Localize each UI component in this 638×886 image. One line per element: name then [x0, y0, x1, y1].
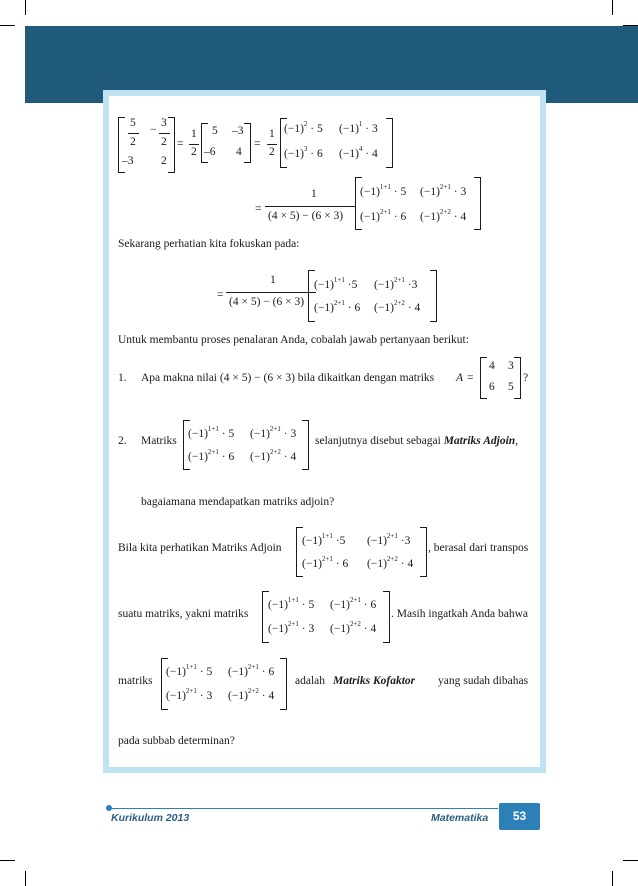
matrix-entry: –6 — [204, 146, 216, 158]
paragraph-text: Bila kita perhatikan Matriks Adjoin — [118, 542, 282, 554]
bracket-right — [430, 270, 437, 322]
fraction-bar — [128, 133, 139, 134]
matrix-entry: $(-1)^{2+2} \cdot 4$ — [330, 620, 377, 635]
question-text: bagaiamana mendapatkan matriks adjoin? — [141, 496, 335, 508]
crop-mark — [25, 0, 26, 15]
matrix-entry: $(-1)^{1+1} \cdot 5$ — [188, 425, 235, 440]
bracket-right — [474, 177, 481, 230]
matrix-entry: $(-1)^{1+1} \cdot 5$ — [360, 183, 407, 198]
fraction-denominator: 2 — [269, 146, 275, 158]
matrix-entry: $(-1)^{2+1} \cdot 6$ — [228, 663, 275, 678]
crop-mark — [612, 871, 613, 886]
punctuation: ? — [523, 372, 529, 384]
paragraph: Untuk membantu proses penalaran Anda, cobalah jawab pertanyaan berikut: — [118, 334, 469, 346]
matrix-entry: $(-1)^{2+1} \cdot 3$ — [367, 532, 411, 547]
bracket-left — [480, 357, 487, 399]
matrix-entry: $(-1)^2 \cdot 5$ — [284, 120, 323, 135]
matrix-entry: $(-1)^{2+1} \cdot 3$ — [374, 276, 418, 291]
matrix-entry: 6 — [489, 381, 495, 393]
matrix-entry: $(-1)^{1+1} \cdot 5$ — [314, 276, 358, 291]
question-text: Matriks — [141, 435, 177, 447]
matrix-entry: $(-1)^{1+1} \cdot 5$ — [166, 663, 213, 678]
matrix-entry: $(-1)^{2+1} \cdot 3$ — [268, 620, 315, 635]
footer-curriculum: Kurikulum 2013 — [111, 812, 190, 824]
matrix-entry: $(-1)^{2+1} \cdot 6$ — [360, 208, 407, 223]
fraction-denominator: (4 × 5) − (6 × 3) — [229, 296, 305, 308]
paragraph-text: . Masih ingatkah Anda bahwa — [391, 608, 529, 620]
list-number: 2. — [118, 435, 127, 447]
matrix-entry: $(-1)^3 \cdot 6$ — [284, 145, 323, 160]
fraction-numerator: 1 — [270, 274, 276, 286]
fraction-bar — [267, 144, 277, 145]
matrix-entry: 5 — [508, 381, 514, 393]
crop-mark — [25, 871, 26, 886]
matrix-entry: $(-1)^{2+1} \cdot 3$ — [420, 183, 467, 198]
fraction-numerator: 1 — [269, 128, 275, 140]
matrix-entry: $(-1)^{2+1} \cdot 3$ — [166, 687, 213, 702]
crop-mark — [0, 860, 15, 861]
equals-sign: = — [255, 203, 262, 215]
footer-rule — [109, 808, 498, 809]
equals-sign: = — [467, 372, 474, 384]
equals-sign: = — [177, 138, 184, 150]
matrix-entry: − — [150, 124, 157, 136]
paragraph-text: , berasal dari transpos — [428, 542, 529, 554]
crop-mark — [612, 0, 613, 15]
term-matriks-adjoin: Matriks Adjoin — [443, 435, 516, 447]
paragraph: Sekarang perhatian kita fokuskan pada: — [118, 238, 300, 250]
bracket-right — [386, 118, 393, 168]
matrix-entry: $(-1)^{2+1} \cdot 3$ — [250, 425, 297, 440]
bracket-right — [514, 357, 521, 399]
matrix-entry: 4 — [236, 146, 242, 158]
question-text: selanjutnya disebut sebagai Matriks Adjoin, — [315, 435, 519, 447]
matrix-entry: 2 — [130, 136, 136, 148]
matrix-entry: 2 — [161, 136, 167, 148]
equals-sign: = — [217, 289, 224, 301]
fraction-numerator: 1 — [191, 128, 197, 140]
paragraph-text: matriks — [118, 675, 153, 687]
bracket-right — [420, 527, 427, 577]
paragraph-text: adalah — [295, 675, 326, 687]
matrix-entry: $(-1)^4 \cdot 4$ — [339, 145, 378, 160]
bracket-right — [280, 658, 287, 710]
matrix-entry: –3 — [232, 125, 244, 137]
question-text: Apa makna nilai (4 × 5) − (6 × 3) bila dikaitkan dengan matriks — [141, 372, 435, 384]
matrix-entry: 3 — [508, 360, 514, 372]
fraction-bar — [189, 144, 199, 145]
matrix-entry: 3 — [161, 117, 167, 129]
matrix-entry: $(-1)^{2+1} \cdot 6$ — [188, 448, 235, 463]
matrix-entry: $(-1)^{2+1} \cdot 6$ — [302, 555, 349, 570]
crop-mark — [623, 860, 638, 861]
matrix-entry: 4 — [489, 360, 495, 372]
page-number: 53 — [499, 803, 540, 830]
term-matriks-kofaktor: Matriks Kofaktor — [333, 675, 416, 687]
matrix-entry: $(-1)^{1+1} \cdot 5$ — [302, 532, 346, 547]
matrix-entry: $(-1)^{1+1} \cdot 5$ — [268, 596, 315, 611]
matrix-entry: $(-1)^{2+2} \cdot 4$ — [420, 208, 467, 223]
matrix-entry: 5 — [130, 117, 136, 129]
fraction-denominator: 2 — [191, 146, 197, 158]
matrix-entry: $(-1)^1 \cdot 3$ — [339, 120, 378, 135]
crop-mark — [0, 25, 15, 26]
paragraph-text: yang sudah dibahas — [438, 675, 529, 687]
fraction-bar — [265, 206, 355, 207]
matrix-entry: 5 — [212, 125, 218, 137]
matrix-label: A — [456, 372, 464, 384]
footer-subject: Matematika — [431, 812, 489, 824]
matrix-entry: $(-1)^{2+2} \cdot 4$ — [367, 555, 414, 570]
bracket-right — [383, 591, 390, 643]
bracket-right — [302, 420, 309, 470]
paragraph-text: suatu matriks, yakni matriks — [118, 608, 249, 620]
matrix-entry: $(-1)^{2+2} \cdot 4$ — [374, 299, 421, 314]
matrix-entry: $(-1)^{2+2} \cdot 4$ — [228, 687, 275, 702]
fraction-denominator: (4 × 5) − (6 × 3) — [268, 210, 344, 222]
matrix-entry: $(-1)^{2+1} \cdot 6$ — [314, 299, 361, 314]
fraction-numerator: 1 — [311, 188, 317, 200]
bracket-left — [308, 270, 315, 322]
bracket-right — [244, 123, 251, 163]
matrix-entry: –3 — [122, 155, 134, 167]
equals-sign: = — [254, 138, 261, 150]
fraction-bar — [226, 292, 316, 293]
matrix-entry: $(-1)^{2+1} \cdot 6$ — [330, 596, 377, 611]
list-number: 1. — [118, 372, 127, 384]
paragraph: pada subbab determinan? — [118, 735, 235, 747]
bracket-right — [168, 117, 175, 173]
matrix-entry: $(-1)^{2+2} \cdot 4$ — [250, 448, 297, 463]
matrix-entry: 2 — [161, 155, 167, 167]
